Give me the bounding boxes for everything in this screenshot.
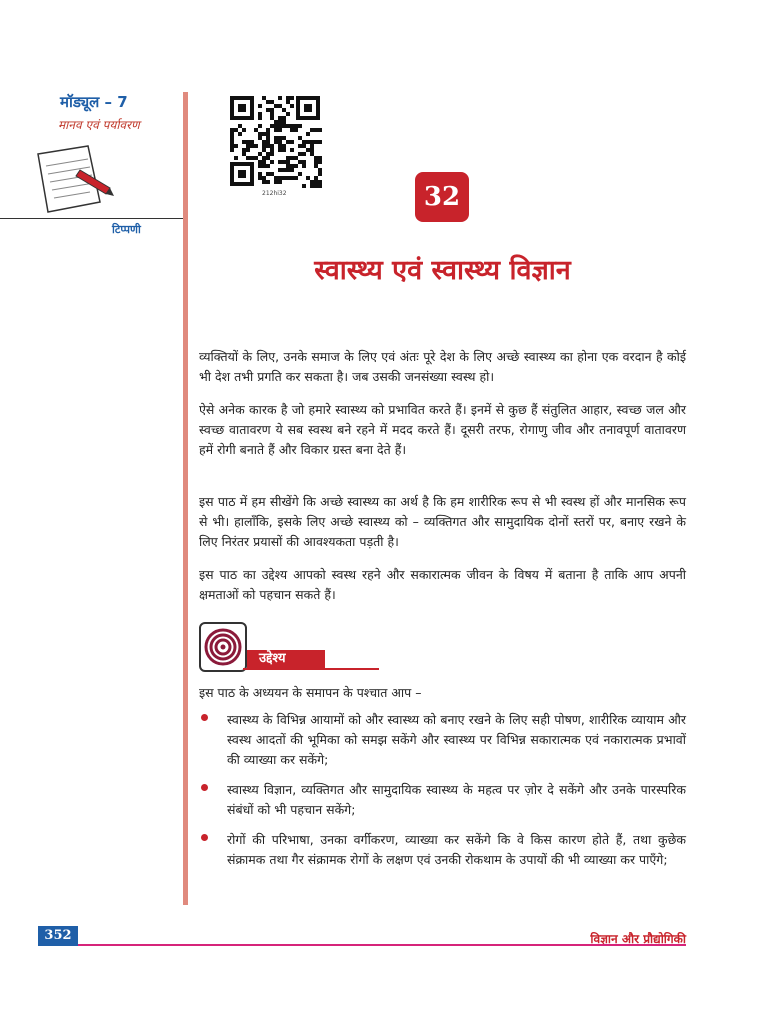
list-item (199, 780, 686, 820)
objectives-list (199, 710, 686, 880)
module-title: मॉड्यूल – 7 (60, 93, 128, 111)
bullet-icon (201, 834, 208, 841)
chapter-number-badge: 32 (415, 172, 469, 222)
paragraph: व्यक्तियों के लिए, उनके समाज के लिए एवं अंतः पूरे देश के लिए अच्छे स्वास्थ्य का होना एक वरदान है कोई भी देश तभी प्रगति कर सकता है। जब उसकी जनसंख्या स्वस्थ हो। (199, 349, 686, 384)
target-icon (199, 622, 247, 672)
module-subtitle: मानव एवं पर्यावरण (58, 118, 140, 132)
list-item-text: स्वास्थ्य के विभिन्न आयामों को और स्वास्थ्य को बनाए रखने के लिए सही पोषण, शारीरिक व्यायाम और स्वस्थ आदतों की भूमिका को समझ सकेंगे और स्वास्थ्य पर विभिन्न सकारात्मक एवं नकारात्मक प्रभावों की व्याख्या कर सकेंगे; (227, 712, 686, 767)
notepad-pen-icon (30, 140, 120, 220)
list-item (199, 710, 686, 770)
bullet-icon (201, 714, 208, 721)
qr-code-icon[interactable] (228, 94, 322, 188)
qr-code-text: 212hi32 (262, 190, 287, 197)
margin-vertical-line (183, 92, 188, 905)
paragraph: इस पाठ का उद्देश्य आपको स्वस्थ रहने और सकारात्मक जीवन के विषय में बताना है ताकि आप अपनी क्षमताओं को पहचान सकते हैं। (199, 567, 686, 602)
objectives-intro: इस पाठ के अध्ययन के समापन के पश्चात आप – (199, 685, 422, 700)
objectives-underline (243, 668, 379, 670)
paragraph: ऐसे अनेक कारक है जो हमारे स्वास्थ्य को प्रभावित करते हैं। इनमें से कुछ हैं संतुलित आहार, स्वच्छ जल और स्वच्छ वातावरण ये सब स्वस्थ बने रहने में मदद करते हैं। दूसरी तरफ, रोगाणु जीव और तनावपूर्ण वातावरण हमें रोगी बनाते हैं और विकार ग्रस्त बना देते हैं। (199, 402, 686, 457)
note-label: टिप्पणी (112, 223, 141, 236)
page-number: 352 (38, 926, 78, 946)
list-item-text: स्वास्थ्य विज्ञान, व्यक्तिगत और सामुदायिक स्वास्थ्य के महत्व पर ज़ोर दे सकेंगे और उनके पारस्परिक संबंधों को भी पहचान सकेंगे; (227, 782, 686, 817)
margin-divider (0, 218, 186, 219)
bullet-icon (201, 784, 208, 791)
book-title: विज्ञान और प्रौद्योगिकी (590, 932, 686, 946)
chapter-title: स्वास्थ्य एवं स्वास्थ्य विज्ञान (314, 255, 571, 286)
objectives-heading: उद्देश्य (247, 650, 325, 668)
paragraph: इस पाठ में हम सीखेंगे कि अच्छे स्वास्थ्य का अर्थ है कि हम शारीरिक रूप से भी स्वस्थ हों और मानसिक रूप से भी। हालाँकि, इसके लिए अच्छे स्वास्थ्य को – व्यक्तिगत और सामुदायिक दोनों स्तरों पर, बनाए रखने के लिए निरंतर प्रयासों की आवश्यकता पड़ती है। (199, 494, 686, 549)
list-item (199, 830, 686, 870)
list-item-text: रोगों की परिभाषा, उनका वर्गीकरण, व्याख्या कर सकेंगे कि वे किस कारण होते हैं, तथा कुछेक संक्रामक तथा गैर संक्रामक रोगों के लक्षण एवं उनकी रोकथाम के उपायों की भी व्याख्या कर पाएँगे; (227, 832, 686, 867)
